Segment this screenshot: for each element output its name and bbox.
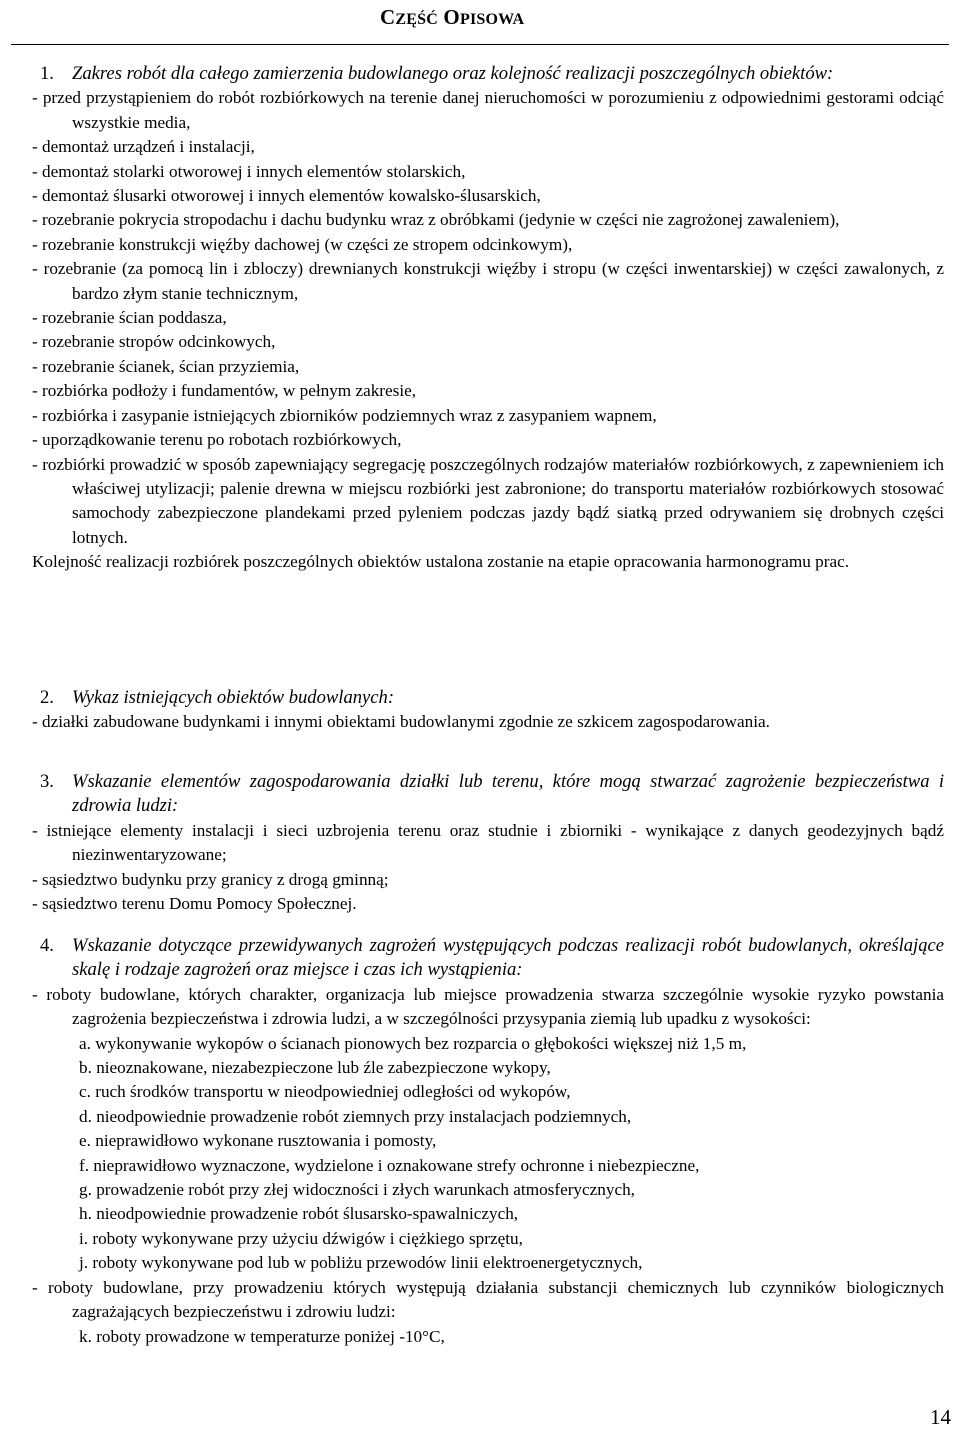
- hazard-item: f. nieprawidłowo wyznaczone, wydzielone i oznakowane strefy ochronne i niebezpieczne,: [79, 1155, 700, 1175]
- page-title: CZĘŚĆ OPISOWA: [380, 5, 525, 29]
- section-heading: [40, 934, 944, 983]
- page-number: 14: [930, 1405, 951, 1429]
- section-2: [32, 686, 944, 735]
- list-item: - roboty budowlane, przy prowadzeniu których występują działania substancji chemicznych lub czynników biologicznych zagrażających bezpieczeństwu i zdrowiu ludzi:: [32, 1277, 944, 1322]
- section-3: [32, 770, 944, 916]
- section-heading-text: Wskazanie dotyczące przewidywanych zagrożeń występujących podczas realizacji robót budowlanych, określające skalę i rodzaje zagrożeń oraz miejsce i czas ich wystąpienia:: [72, 935, 944, 981]
- hazard-item: c. ruch środków transportu w nieodpowiedniej odległości od wykopów,: [79, 1082, 571, 1102]
- list-item: - rozbiórki prowadzić w sposób zapewniający segregację poszczególnych rodzajów materiałów rozbiórkowych, z zapewnieniem ich właściwej utylizacji; palenie drewna w miejscu rozbiórki jest zabronione; do transportu materiałów rozbiórkowych stosować samochody zabezpieczone plandekami przed pyleniem podczas jazdy bądź siatką przed odrywaniem się drobnych części lotnych.: [32, 454, 944, 547]
- list-item: - roboty budowlane, których charakter, organizacja lub miejsce prowadzenia stwarza szczególnie wysokie ryzyko powstania zagrożenia bezpieczeństwa i zdrowia ludzi, a w szczególności przysypania ziemią lub upadku z wysokości:: [32, 984, 944, 1029]
- list-item: - rozebranie konstrukcji więźby dachowej (w części ze stropem odcinkowym),: [32, 234, 573, 254]
- section-4: [32, 934, 944, 1349]
- section-number: 4.: [40, 935, 54, 956]
- hazard-item: h. nieodpowiednie prowadzenie robót ślusarsko-spawalniczych,: [79, 1204, 519, 1224]
- hazard-item: d. nieodpowiednie prowadzenie robót ziemnych przy instalacjach podziemnych,: [79, 1106, 632, 1126]
- header-divider: [11, 44, 949, 45]
- list-item: - rozebranie pokrycia stropodachu i dachu budynku wraz z obróbkami (jedynie w części nie zagrożonej zawaleniem),: [32, 210, 840, 230]
- list-item: - rozebranie ścian poddasza,: [32, 308, 227, 328]
- hazard-item: j. roboty wykonywane pod lub w pobliżu przewodów linii elektroenergetycznych,: [79, 1253, 643, 1273]
- section-1: [32, 62, 944, 575]
- list-item: - rozebranie ścianek, ścian przyziemia,: [32, 356, 300, 376]
- section-number: 3.: [40, 771, 54, 792]
- section-heading: [40, 62, 944, 86]
- hazard-item: g. prowadzenie robót przy złej widoczności i złych warunkach atmosferycznych,: [79, 1180, 635, 1200]
- list-item: - sąsiedztwo terenu Domu Pomocy Społecznej.: [32, 894, 357, 914]
- list-item: - demontaż stolarki otworowej i innych elementów stolarskich,: [32, 161, 466, 181]
- section-heading-text: Zakres robót dla całego zamierzenia budowlanego oraz kolejność realizacji poszczególnych obiektów:: [72, 63, 834, 84]
- section-heading-text: Wskazanie elementów zagospodarowania działki lub terenu, które mogą stwarzać zagrożenie bezpieczeństwa i zdrowia ludzi:: [72, 771, 944, 817]
- section-heading: [40, 770, 944, 819]
- page-header: [0, 0, 960, 44]
- list-item: - przed przystąpieniem do robót rozbiórkowych na terenie danej nieruchomości w porozumieniu z odpowiednimi gestorami odciąć wszystkie media,: [32, 88, 944, 132]
- list-item: - działki zabudowane budynkami i innymi obiektami budowlanymi zgodnie ze szkicem zagospodarowania.: [32, 712, 770, 732]
- list-item: - rozebranie (za pomocą lin i zbloczy) drewnianych konstrukcji więźby i stropu (w części inwentarskiej) w części zawalonych, z bardzo złym stanie technicznym,: [32, 259, 944, 303]
- list-item: - uporządkowanie terenu po robotach rozbiórkowych,: [32, 430, 402, 450]
- hazard-item: a. wykonywanie wykopów o ścianach pionowych bez rozparcia o głębokości większej niż 1,5 m,: [79, 1033, 747, 1053]
- section-heading: [40, 686, 944, 710]
- list-item: - rozebranie stropów odcinkowych,: [32, 332, 276, 352]
- closing-paragraph: Kolejność realizacji rozbiórek poszczególnych obiektów ustalona zostanie na etapie opracowania harmonogramu prac.: [32, 552, 850, 572]
- hazard-item: i. roboty wykonywane przy użyciu dźwigów i ciężkiego sprzętu,: [79, 1228, 523, 1248]
- list-item: - sąsiedztwo budynku przy granicy z drogą gminną;: [32, 869, 389, 889]
- hazard-item: b. nieoznakowane, niezabezpieczone lub źle zabezpieczone wykopy,: [79, 1058, 551, 1078]
- list-item: - rozbiórka i zasypanie istniejących zbiorników podziemnych wraz z zasypaniem wapnem,: [32, 405, 657, 425]
- list-item: - rozbiórka podłoży i fundamentów, w pełnym zakresie,: [32, 381, 417, 401]
- section-heading-text: Wykaz istniejących obiektów budowlanych:: [72, 687, 395, 708]
- list-item: - istniejące elementy instalacji i sieci uzbrojenia terenu oraz studnie i zbiorniki - wynikające z danych geodezyjnych bądź niezinwentaryzowane;: [32, 820, 944, 865]
- section-number: 2.: [40, 687, 54, 708]
- section-number: 1.: [40, 63, 54, 84]
- list-item: - demontaż urządzeń i instalacji,: [32, 137, 255, 157]
- hazard-item: e. nieprawidłowo wykonane rusztowania i pomosty,: [79, 1131, 437, 1151]
- hazard-item: k. roboty prowadzone w temperaturze poniżej -10°C,: [79, 1326, 445, 1346]
- list-item: - demontaż ślusarki otworowej i innych elementów kowalsko-ślusarskich,: [32, 186, 541, 206]
